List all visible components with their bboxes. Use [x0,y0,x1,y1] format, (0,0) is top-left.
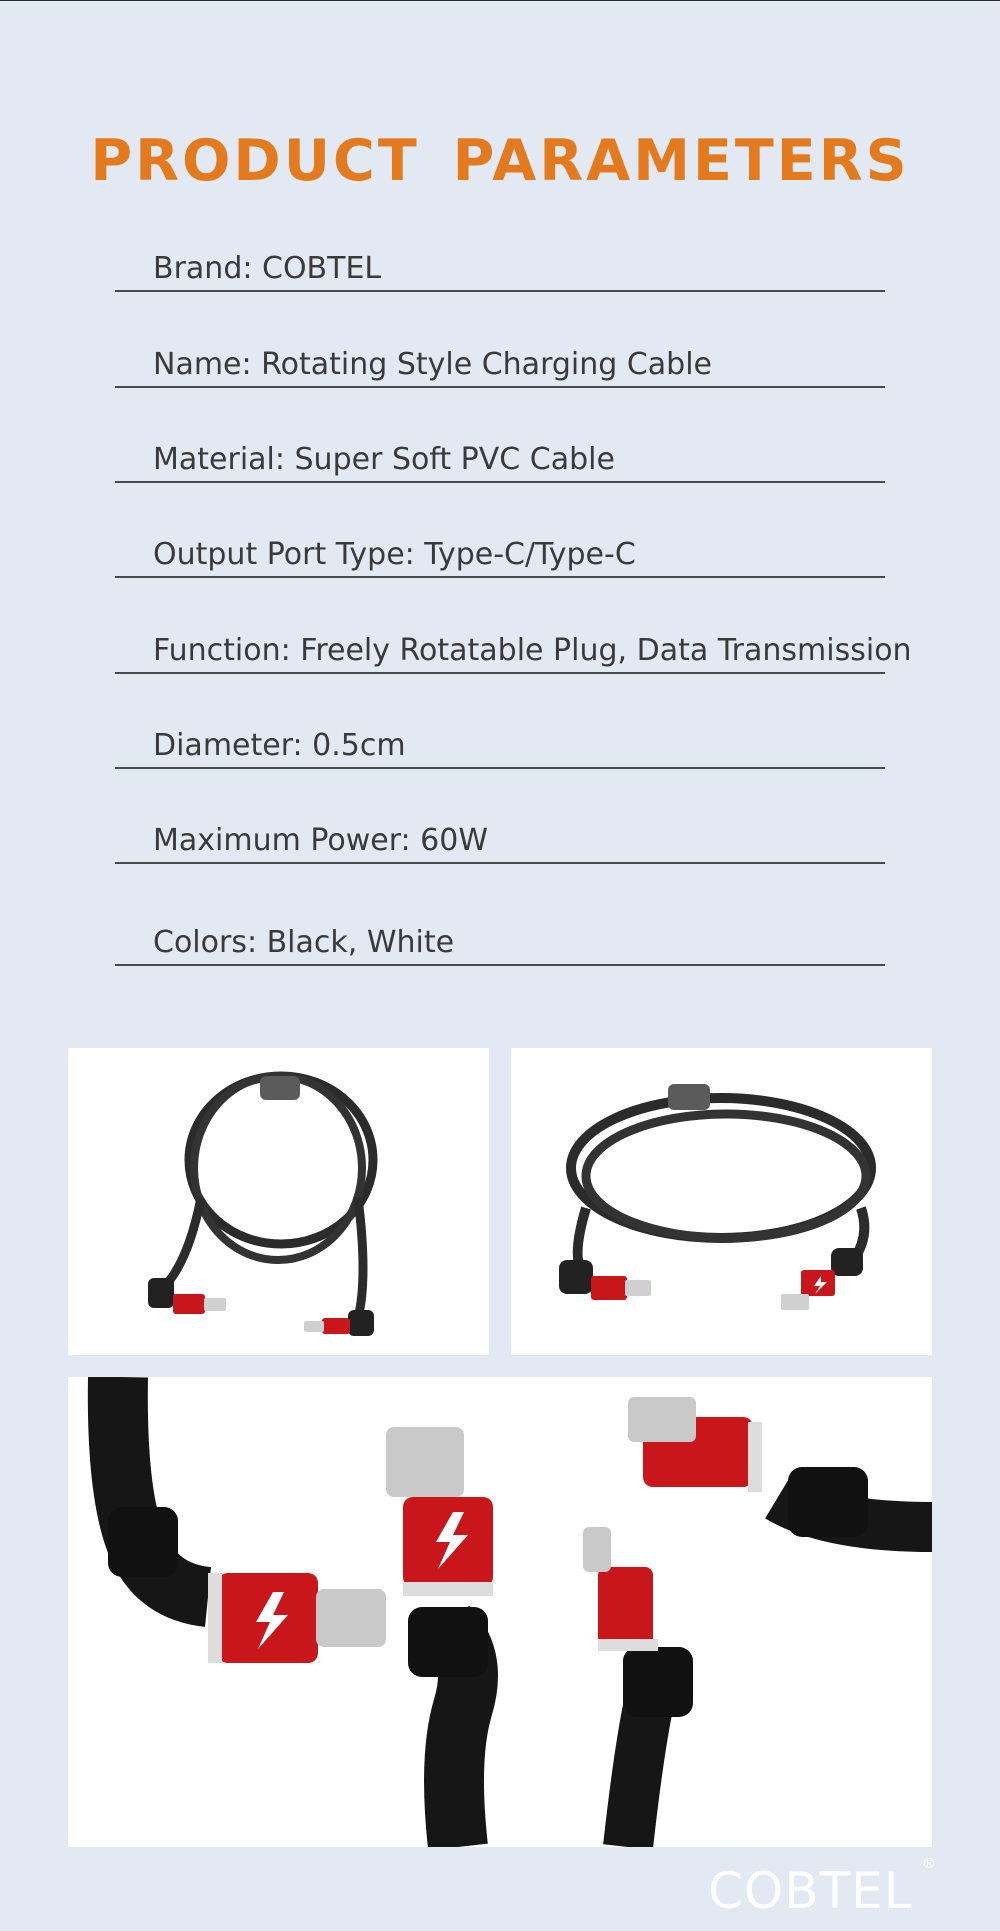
param-text: Colors: Black, White [153,925,455,960]
param-row-name [115,320,885,388]
param-text: Brand: COBTEL [153,251,382,286]
param-row-power [115,796,885,864]
param-text: Maximum Power: 60W [153,823,489,858]
param-row-port-type [115,510,885,578]
page-title: PRODUCT PARAMETERS [90,128,910,194]
param-row-function [115,606,912,674]
brand-logo: COBTEL [708,1862,913,1920]
product-photo-coiled-cable-angled [511,1048,932,1355]
product-photo-coiled-cable [68,1048,489,1355]
param-row-material [115,415,885,483]
param-row-colors [115,898,885,966]
param-text: Function: Freely Rotatable Plug, Data Transmission [153,633,912,668]
param-text: Name: Rotating Style Charging Cable [153,347,713,382]
param-row-diameter [115,701,885,769]
param-row-brand [115,224,885,292]
param-text: Diameter: 0.5cm [153,728,406,763]
product-photo-connector-closeup [68,1377,932,1847]
param-text: Material: Super Soft PVC Cable [153,442,615,477]
top-border-line [0,0,1000,1]
param-text: Output Port Type: Type-C/Type-C [153,537,636,572]
registered-mark: ® [922,1856,936,1872]
